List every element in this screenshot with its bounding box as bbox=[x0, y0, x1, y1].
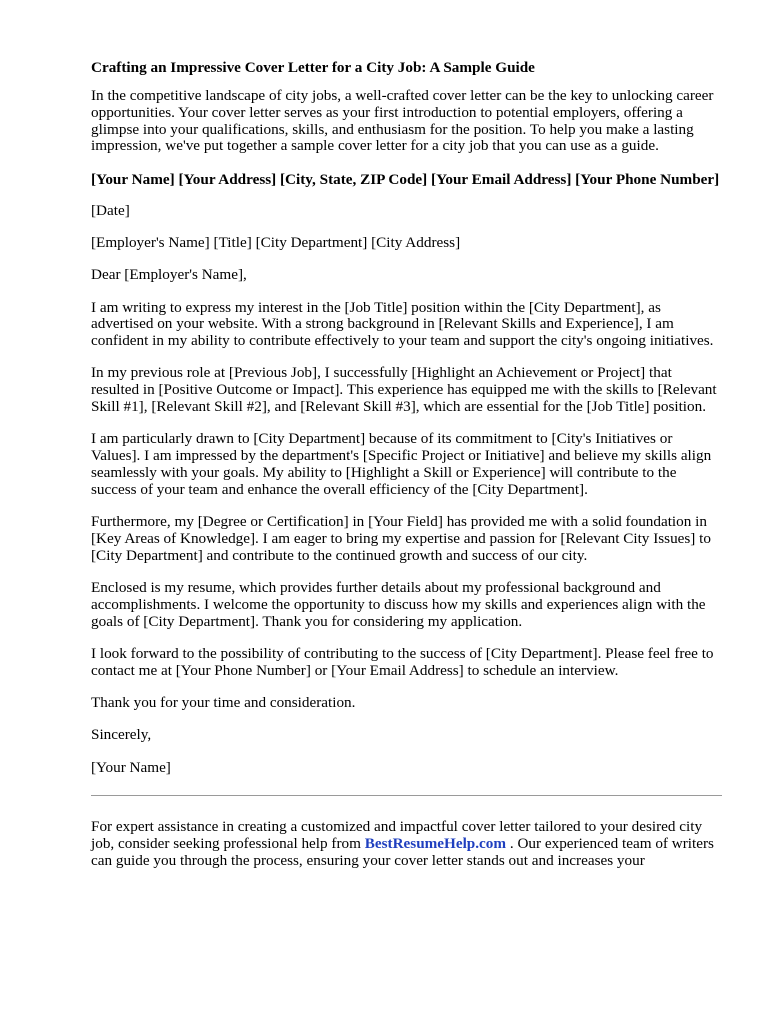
salutation: Dear [Employer's Name], bbox=[91, 266, 247, 284]
intro-paragraph: In the competitive landscape of city jobs, a well-crafted cover letter can be the key to unlocking career opportunities. Your cover letter serves as your first introduction to potential employers, offering a glimpse into your qualifications, skills, and enthusiasm for the position. To help you make a lasting impression, we've put together a sample cover letter for a city job that you can use as a guide. bbox=[91, 87, 714, 155]
thanks-line: Thank you for your time and consideration. bbox=[91, 693, 356, 711]
closing-line: Sincerely, bbox=[91, 726, 152, 744]
date-line: [Date] bbox=[91, 201, 130, 219]
footer-text-after: . Our experienced team of writers can guide you through the process, ensuring your cover letter stands out and increases your bbox=[91, 835, 714, 869]
document-title: Crafting an Impressive Cover Letter for a City Job: A Sample Guide bbox=[91, 59, 535, 76]
sender-heading: [Your Name] [Your Address] [City, State, ZIP Code] [Your Email Address] [Your Phone Number] bbox=[91, 170, 720, 188]
footer-paragraph bbox=[91, 819, 722, 869]
body-paragraph: I look forward to the possibility of contributing to the success of [City Department]. Please feel free to contact me at [Your Phone Number] or [Your Email Address] to schedule an interview. bbox=[91, 644, 714, 679]
signature-line: [Your Name] bbox=[91, 758, 171, 776]
body-paragraph: In my previous role at [Previous Job], I successfully [Highlight an Achievement or Project] that resulted in [Positive Outcome or Impact]. This experience has equipped me with the skills to [Relevant Skill #1], [Relevant Skill #2], and [Relevant Skill #3], which are essential for the [Job Title] position. bbox=[91, 364, 717, 416]
body-paragraph: I am particularly drawn to [City Department] because of its commitment to [City's Initiatives or Values]. I am impressed by the department's [Specific Project or Initiative] and believe my skills align seamlessly with your goals. My ability to [Highlight a Skill or Experience] will contribute to the success of your team and enhance the overall efficiency of the [City Department]. bbox=[91, 430, 712, 498]
body-paragraph: I am writing to express my interest in the [Job Title] position within the [City Department], as advertised on your website. With a strong background in [Relevant Skills and Experience], I am confident in my ability to contribute effectively to your team and support the city's ongoing initiatives. bbox=[91, 298, 714, 350]
recipient-line: [Employer's Name] [Title] [City Department] [City Address] bbox=[91, 233, 461, 251]
best-resume-help-link[interactable]: BestResumeHelp.com bbox=[364, 835, 507, 853]
body-paragraph: Furthermore, my [Degree or Certification] in [Your Field] has provided me with a solid foundation in [Key Areas of Knowledge]. I am eager to bring my expertise and passion for [Relevant City Issues] to [City Department] and contribute to the continued growth and success of our city. bbox=[91, 513, 711, 564]
body-paragraph: Enclosed is my resume, which provides further details about my professional background and accomplishments. I welcome the opportunity to discuss how my skills and experiences align with the goals of [City Department]. Thank you for considering my application. bbox=[91, 578, 706, 630]
divider bbox=[91, 795, 722, 796]
footer-text-before: For expert assistance in creating a customized and impactful cover letter tailored to your desired city job, consider seeking professional help from bbox=[91, 818, 703, 853]
